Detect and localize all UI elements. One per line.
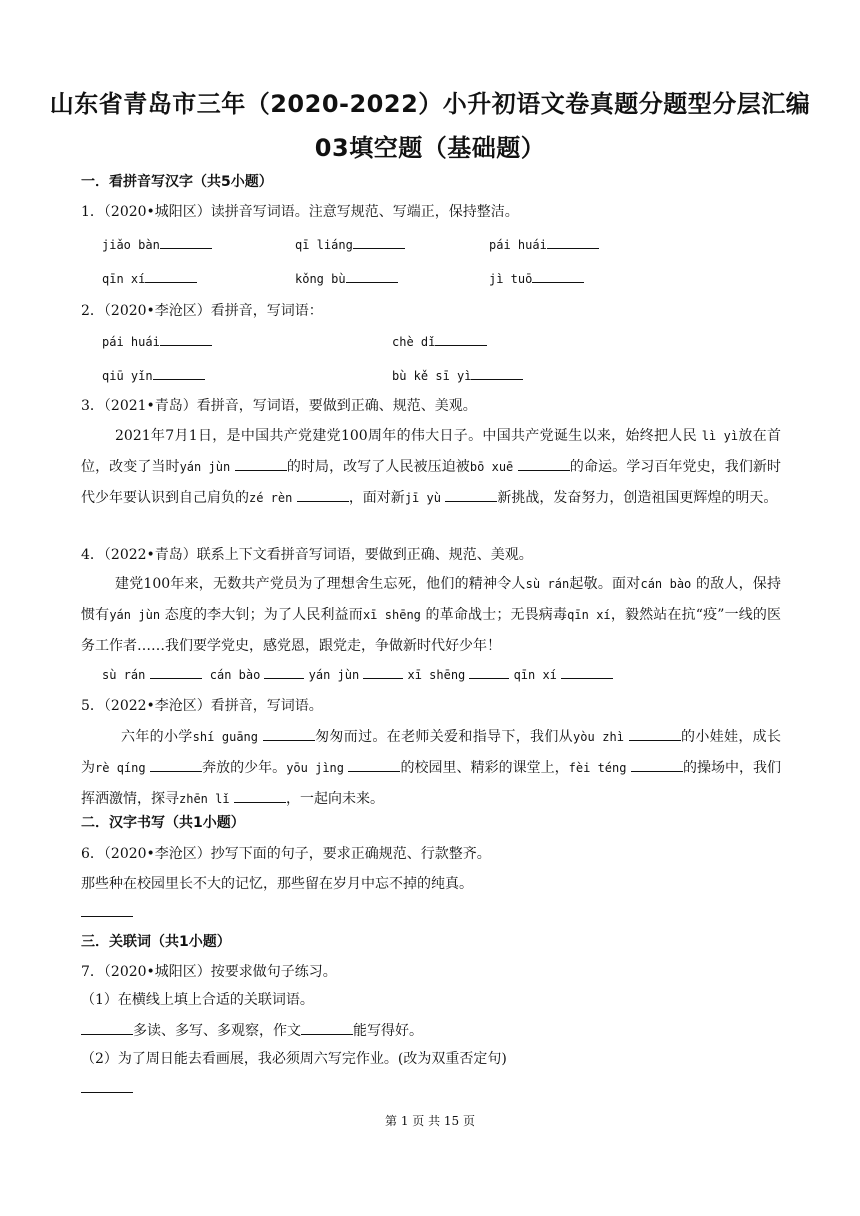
answer-blank[interactable] [264, 664, 304, 679]
answer-blank[interactable] [150, 664, 202, 679]
q1-item-3: pái huái [489, 234, 599, 256]
answer-blank[interactable] [346, 268, 398, 283]
answer-blank[interactable] [547, 234, 599, 249]
q1-item-4: qīn xí [102, 268, 197, 290]
section-heading-writing: 二．汉字书写（共1小题） [81, 815, 245, 831]
answer-blank[interactable] [150, 757, 202, 772]
q1-item-1: jiǎo bàn [102, 234, 212, 256]
question-2-stem: 2．（2020•李沧区）看拼音，写词语： [81, 303, 323, 319]
answer-blank[interactable] [145, 268, 197, 283]
answer-blank[interactable] [153, 365, 205, 380]
answer-blank[interactable] [234, 788, 286, 803]
answer-blank[interactable] [435, 331, 487, 346]
answer-blank[interactable] [81, 1020, 133, 1035]
question-4-stem: 4．（2022•青岛）联系上下文看拼音写词语，要做到正确、规范、美观。 [81, 547, 533, 563]
answer-blank[interactable] [561, 664, 613, 679]
q7-answer-line[interactable] [81, 1078, 133, 1100]
q2-item-4: bù kě sī yì [392, 365, 523, 387]
question-6-stem: 6．（2020•李沧区）抄写下面的句子，要求正确规范、行款整齐。 [81, 846, 491, 862]
answer-blank[interactable] [445, 487, 497, 502]
section-heading-pinyin: 一．看拼音写汉字（共5小题） [81, 174, 273, 190]
q4-answer-row: sù rán cán bào yán jùn xī shēng qīn xí [102, 664, 613, 686]
q2-item-3: qiū yǐn [102, 365, 205, 387]
q2-item-2: chè dǐ [392, 331, 487, 353]
answer-blank[interactable] [631, 757, 683, 772]
answer-blank[interactable] [160, 331, 212, 346]
answer-blank[interactable] [469, 664, 509, 679]
question-4-passage: 建党100年来，无数共产党员为了理想舍生忘死，他们的精神令人sù rán起敬。面对cán bào 的敌人，保持惯有yán jùn 态度的李大钊；为了人民利益而xī shēng 的革命战士；无畏病毒qīn xí，毅然站在抗“疫”一线的医务工作者……我们要学党史，感党恩，跟党走，争做新时代好少年！ [81, 576, 782, 654]
question-7-sub2: （2）为了周日能去看画展，我必须周六写完作业。(改为双重否定句) [81, 1051, 507, 1067]
answer-blank[interactable] [363, 664, 403, 679]
answer-blank[interactable] [471, 365, 523, 380]
answer-blank[interactable] [263, 726, 315, 741]
q2-item-1: pái huái [102, 331, 212, 353]
question-6-sentence: 那些种在校园里长不大的记忆，那些留在岁月中忘不掉的纯真。 [81, 876, 473, 892]
answer-blank[interactable] [629, 726, 681, 741]
question-3-stem: 3．（2021•青岛）看拼音，写词语，要做到正确、规范、美观。 [81, 398, 477, 414]
section-heading-conjunction: 三．关联词（共1小题） [81, 934, 231, 950]
q1-item-2: qī liáng [295, 234, 405, 256]
q1-item-6: jì tuō [489, 268, 584, 290]
answer-blank[interactable] [297, 487, 349, 502]
q1-item-5: kǒng bù [295, 268, 398, 290]
page-footer: 第 1 页 共 15 页 [385, 1114, 475, 1128]
q6-answer-line[interactable] [81, 902, 133, 924]
question-1-stem: 1．（2020•城阳区）读拼音写词语。注意写规范、写端正，保持整洁。 [81, 204, 519, 220]
question-3-passage: 2021年7月1日，是中国共产党建党100周年的伟大日子。中国共产党诞生以来，始终把人民 lì yì放在首位，改变了当时yán jùn 的时局，改写了人民被压迫被bō xuē 的命运。学习百年党史，我们新时代少年要认识到自己肩负的zé rèn ，面对新jī yù 新挑战，发奋努力，创造祖国更辉煌的明天。 [81, 428, 782, 506]
answer-blank[interactable] [235, 456, 287, 471]
question-7-sub1-sentence: 多读、多写、多观察，作文 能写得好。 [81, 1020, 423, 1041]
answer-blank[interactable] [532, 268, 584, 283]
question-5-passage: 六年的小学shí guāng 匆匆而过。在老师关爱和指导下，我们从yòu zhì 的小娃娃，成长为rè qíng 奔放的少年。yōu jìng 的校园里、精彩的课堂上，fèi téng 的操场中，我们挥洒激情，探寻zhēn lǐ ，一起向未来。 [81, 722, 781, 815]
question-7-stem: 7．（2020•城阳区）按要求做句子练习。 [81, 964, 337, 980]
question-5-stem: 5．（2022•李沧区）看拼音，写词语。 [81, 698, 323, 714]
answer-blank[interactable] [301, 1020, 353, 1035]
answer-blank[interactable] [353, 234, 405, 249]
document-title-line2: 03填空题（基础题） [314, 134, 546, 162]
answer-blank[interactable] [348, 757, 400, 772]
document-title-line1: 山东省青岛市三年（2020-2022）小升初语文卷真题分题型分层汇编 [49, 90, 811, 118]
answer-blank[interactable] [160, 234, 212, 249]
question-7-sub1: （1）在横线上填上合适的关联词语。 [81, 992, 314, 1008]
answer-blank[interactable] [518, 456, 570, 471]
